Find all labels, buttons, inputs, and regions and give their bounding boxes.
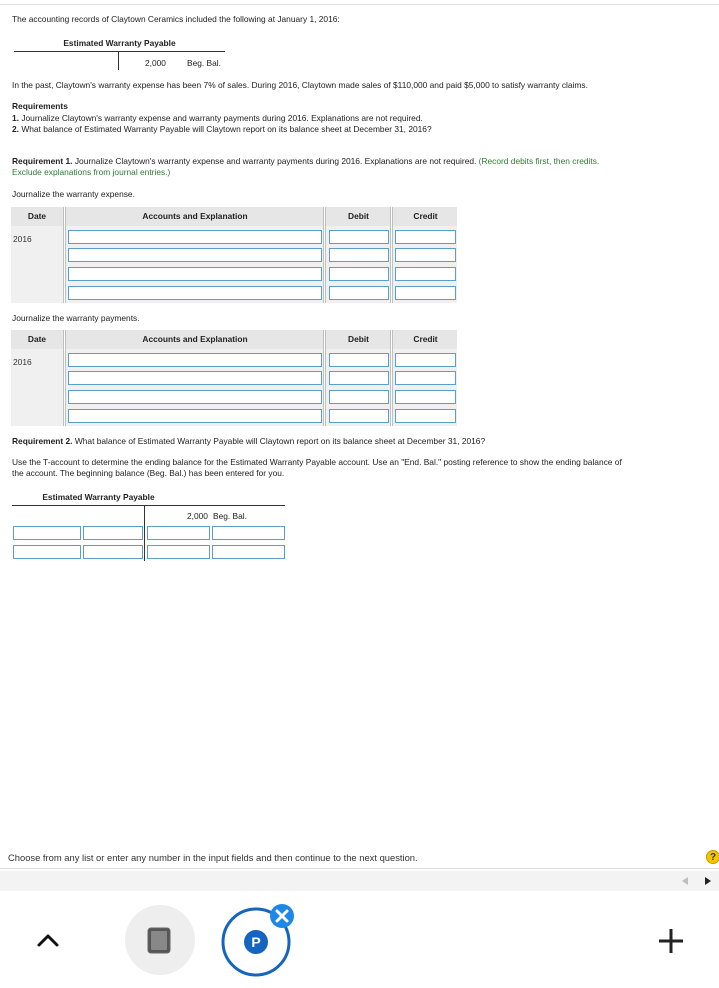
debit-input[interactable]: [329, 286, 389, 300]
column-divider: [390, 207, 393, 303]
facts-text: In the past, Claytown's warranty expense has been 7% of sales. During 2016, Claytown made sales of $110,000 and paid $5,000 to satisfy warranty claims.: [12, 80, 588, 90]
t-account-vline: [118, 51, 119, 70]
requirement-2-number: 2.: [12, 124, 19, 134]
t-credit-amount-input[interactable]: [147, 526, 210, 540]
col-date: Date: [27, 334, 47, 344]
credit-input[interactable]: [395, 286, 456, 300]
credit-input[interactable]: [395, 248, 456, 262]
chevron-up-icon[interactable]: [36, 930, 60, 950]
requirement-1-item: [12, 113, 423, 123]
pearson-logo-icon[interactable]: [220, 902, 300, 980]
credit-input[interactable]: [395, 409, 456, 423]
intro-text: The accounting records of Claytown Ceramics included the following at January 1, 2016:: [12, 14, 340, 24]
credit-input[interactable]: [395, 267, 456, 281]
plus-icon[interactable]: [656, 926, 686, 956]
t-debit-ref-input[interactable]: [83, 526, 143, 540]
col-debit: Debit: [348, 211, 369, 221]
t-debit-ref-input[interactable]: [83, 545, 143, 559]
req2-instruction-line1: Use the T-account to determine the ending balance for the Estimated Warranty Payable account. Use an "End. Bal." posting reference to show the ending balance of: [12, 457, 622, 467]
req2-instruction-line2: the account. The beginning balance (Beg. Bal.) has been entered for you.: [12, 468, 285, 478]
debit-input[interactable]: [329, 230, 389, 244]
debit-input[interactable]: [329, 390, 389, 404]
journal-table-payments: [11, 330, 457, 426]
top-divider: [0, 4, 719, 5]
account-input[interactable]: [68, 267, 322, 281]
column-divider: [63, 207, 66, 303]
t-account-beg-amount: 2,000: [145, 58, 166, 68]
t-credit-ref-input[interactable]: [212, 545, 285, 559]
debit-input[interactable]: [329, 353, 389, 367]
t-debit-amount-input[interactable]: [13, 545, 81, 559]
debit-input[interactable]: [329, 248, 389, 262]
credit-input[interactable]: [395, 353, 456, 367]
t-account-title: Estimated Warranty Payable: [63, 38, 176, 48]
debit-input[interactable]: [329, 409, 389, 423]
journal1-caption: Journalize the warranty expense.: [12, 189, 135, 199]
account-input[interactable]: [68, 390, 322, 404]
column-divider: [63, 330, 66, 426]
debit-input[interactable]: [329, 371, 389, 385]
t-account-top: [14, 38, 225, 48]
account-input[interactable]: [68, 353, 322, 367]
bottom-toolbar: [0, 892, 719, 988]
svg-text:P: P: [251, 934, 261, 950]
column-divider: [323, 207, 326, 303]
col-date: Date: [27, 211, 47, 221]
col-accounts: Accounts and Explanation: [142, 211, 248, 221]
col-accounts: Accounts and Explanation: [142, 334, 248, 344]
t-account-hline: [12, 505, 285, 506]
footer-message: Choose from any list or enter any number in the input fields and then continue to the next question.: [8, 852, 418, 863]
account-input[interactable]: [68, 409, 322, 423]
req2-label: Requirement 2.: [12, 436, 73, 446]
journal-year: 2016: [13, 234, 32, 244]
req2-instruction: [12, 436, 485, 446]
account-input[interactable]: [68, 371, 322, 385]
t-account-hline: [14, 51, 225, 52]
column-divider: [323, 330, 326, 426]
question-nav-bar: [0, 871, 719, 891]
requirement-1-number: 1.: [12, 113, 19, 123]
requirement-2-text: What balance of Estimated Warranty Payable will Claytown report on its balance sheet at December 31, 2016?: [21, 124, 432, 134]
tablet-icon[interactable]: [124, 904, 196, 976]
t-credit-amount-input[interactable]: [147, 545, 210, 559]
requirements-heading: Requirements: [12, 101, 68, 111]
col-credit: Credit: [413, 211, 438, 221]
journal-year: 2016: [13, 357, 32, 367]
t-account-title: Estimated Warranty Payable: [42, 492, 155, 502]
t-account-beg-label: Beg. Bal.: [187, 58, 221, 68]
requirement-1-text: Journalize Claytown's warranty expense and warranty payments during 2016. Explanations are not required.: [21, 113, 423, 123]
requirement-2-item: [12, 124, 432, 134]
t-account-vline: [144, 505, 145, 561]
help-icon[interactable]: ?: [706, 850, 719, 864]
footer-divider: [0, 868, 719, 869]
col-debit: Debit: [348, 334, 369, 344]
t-account-beg-amount: 2,000: [187, 511, 208, 521]
account-input[interactable]: [68, 248, 322, 262]
t-account-beg-label: Beg. Bal.: [213, 511, 247, 521]
account-input[interactable]: [68, 230, 322, 244]
next-arrow-icon[interactable]: [703, 876, 713, 886]
journal-table-expense: [11, 207, 457, 303]
account-input[interactable]: [68, 286, 322, 300]
t-credit-ref-input[interactable]: [212, 526, 285, 540]
t-account-bottom: [12, 492, 285, 502]
req1-text: Journalize Claytown's warranty expense and warranty payments during 2016. Explanations are not required.: [74, 156, 477, 166]
req1-note-line2: Exclude explanations from journal entries.): [12, 167, 171, 177]
debit-input[interactable]: [329, 267, 389, 281]
req1-note: (Record debits first, then credits.: [478, 156, 600, 166]
prev-arrow-icon[interactable]: [680, 876, 690, 886]
credit-input[interactable]: [395, 230, 456, 244]
credit-input[interactable]: [395, 371, 456, 385]
req1-label: Requirement 1.: [12, 156, 73, 166]
col-credit: Credit: [413, 334, 438, 344]
journal2-caption: Journalize the warranty payments.: [12, 313, 140, 323]
req1-instruction: [12, 156, 599, 166]
column-divider: [390, 330, 393, 426]
credit-input[interactable]: [395, 390, 456, 404]
t-debit-amount-input[interactable]: [13, 526, 81, 540]
req2-text: What balance of Estimated Warranty Payable will Claytown report on its balance sheet at December 31, 2016?: [74, 436, 486, 446]
